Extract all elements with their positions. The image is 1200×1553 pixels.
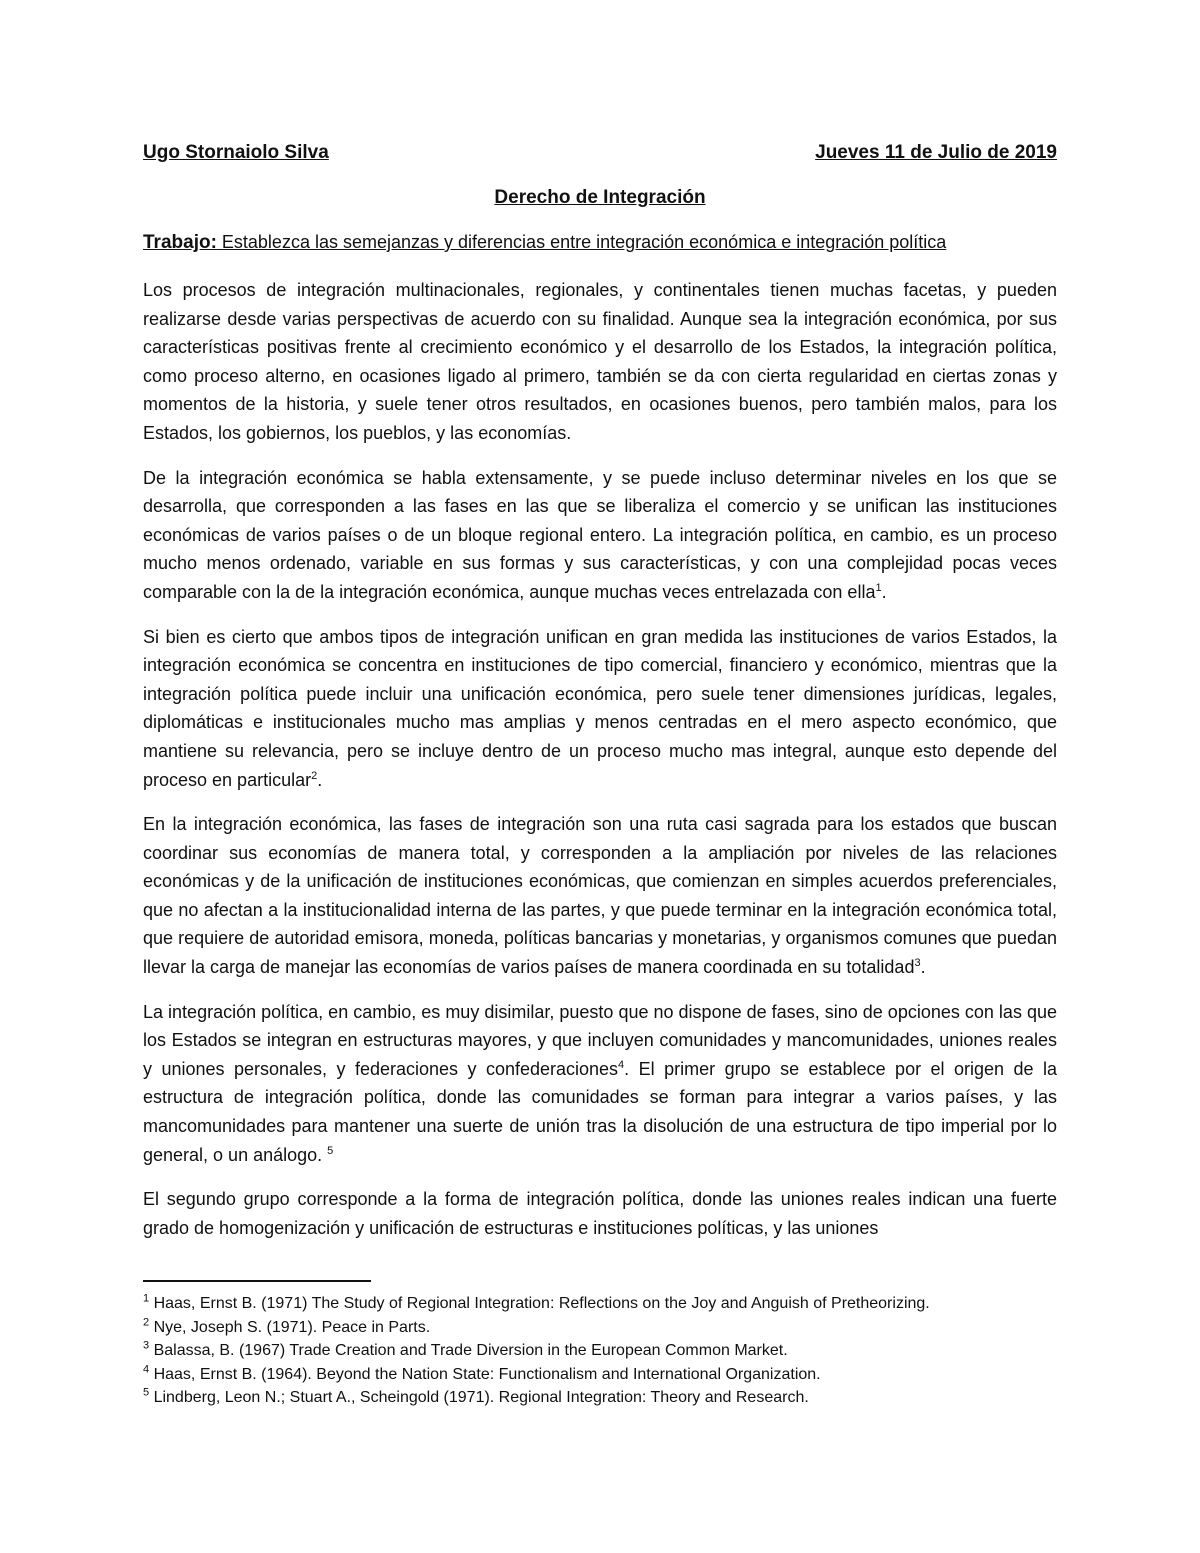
document-date: Jueves 11 de Julio de 2019 — [815, 142, 1057, 163]
paragraph-tail: . — [317, 769, 323, 790]
footnote-text: Balassa, B. (1967) Trade Creation and Trade Diversion in the European Common Market. — [149, 1342, 788, 1359]
paragraph-4 — [143, 810, 1057, 982]
footnote-ref-5[interactable]: 5 — [327, 1144, 334, 1157]
footnote-text: Haas, Ernst B. (1964). Beyond the Nation State: Functionalism and International Organization. — [149, 1365, 821, 1383]
footnote-text: Nye, Joseph S. (1971). Peace in Parts. — [149, 1318, 431, 1336]
author-name: Ugo Stornaiolo Silva — [143, 142, 329, 163]
footnote-5 — [143, 1386, 1057, 1410]
footnote-number: 5 — [143, 1386, 150, 1399]
assignment-text: Establezca las semejanzas y diferencias entre integración económica e integración política — [216, 232, 947, 252]
paragraph-3 — [143, 623, 1057, 795]
footnote-ref-3[interactable]: 3 — [914, 957, 921, 970]
footnote-number: 2 — [143, 1316, 150, 1329]
footnote-separator — [143, 1280, 371, 1282]
footnote-3 — [143, 1339, 1057, 1363]
paragraph-6 — [143, 1185, 1057, 1242]
paragraph-text: El segundo grupo corresponde a la forma de integración política, donde las uniones reales indican una fuerte grado de homogenización y unificación de estructuras e instituciones políticas, y las uniones — [143, 1189, 1057, 1238]
footnote-number: 4 — [143, 1363, 150, 1376]
paragraph-tail: . El primer grupo se establece por el origen de la estructura de integración política, donde las comunidades se forman para integrar a varios países, y las mancomunidades para mantener una suerte de unión tras la disolución de una estructura de tipo imperial por lo general, o un análogo. — [143, 1058, 1057, 1165]
document-page — [143, 0, 1057, 1553]
paragraph-5 — [143, 998, 1057, 1170]
paragraph-tail: . — [881, 581, 887, 602]
document-title: Derecho de Integración — [494, 187, 706, 208]
paragraph-text: En la integración económica, las fases de integración son una ruta casi sagrada para los estados que buscan coordinar sus economías de manera total, y corresponden a la ampliación por niveles de las relaciones económicas y de la unificación de instituciones económicas, que comienzan en simples acuerdos preferenciales, que no afectan a la institucionalidad interna de las partes, y que puede terminar en la integración económica total, que requiere de autoridad emisora, moneda, políticas bancarias y monetarias, y organismos comunes que puedan llevar la carga de manejar las economías de varios países de manera coordinada en su totalidad — [143, 814, 1057, 978]
paragraph-2 — [143, 464, 1057, 607]
paragraph-text: Si bien es cierto que ambos tipos de integración unifican en gran medida las instituciones de varios Estados, la integración económica se concentra en instituciones de tipo comercial, financiero y económico, mientras que la integración política puede incluir una unificación económica, pero suele tener dimensiones jurídicas, legales, diplomáticas e institucionales mucho mas amplias y menos centradas en el mero aspecto económico, que mantiene su relevancia, pero se incluye dentro de un proceso mucho mas integral, aunque esto depende del proceso en particular — [143, 626, 1057, 790]
paragraph-text: La integración política, en cambio, es muy disimilar, puesto que no dispone de fases, sino de opciones con las que los Estados se integran en estructuras mayores, y que incluyen comunidades y mancomunidades, uniones reales y uniones personales, y federaciones y confederaciones — [143, 1001, 1057, 1079]
paragraph-tail: . — [920, 957, 926, 978]
footnote-ref-2[interactable]: 2 — [311, 769, 318, 782]
footnote-4 — [143, 1363, 1057, 1387]
paragraph-1 — [143, 276, 1057, 448]
footnote-ref-1[interactable]: 1 — [875, 581, 882, 594]
footnote-number: 3 — [143, 1339, 150, 1352]
footnote-text: Lindberg, Leon N.; Stuart A., Scheingold (1971). Regional Integration: Theory and Research. — [149, 1389, 809, 1406]
footnotes — [143, 1292, 1057, 1410]
document-header — [143, 142, 1057, 164]
body-text — [143, 276, 1057, 1258]
assignment-label: Trabajo: — [143, 232, 217, 253]
footnote-2 — [143, 1316, 1057, 1340]
footnote-ref-4[interactable]: 4 — [618, 1058, 625, 1071]
paragraph-text: De la integración económica se habla extensamente, y se puede incluso determinar niveles en los que se desarrolla, que corresponden a las fases en las que se liberaliza el comercio y se unifican las instituciones económicas de varios países o de un bloque regional entero. La integración política, en cambio, es un proceso mucho menos ordenado, variable en sus formas y sus características, y con una complejidad pocas veces comparable con la de la integración económica, aunque muchas veces entrelazada con ella — [143, 467, 1057, 602]
assignment-statement — [143, 232, 1057, 254]
footnote-number: 1 — [143, 1292, 150, 1305]
paragraph-text: Los procesos de integración multinacionales, regionales, y continentales tienen muchas facetas, y pueden realizarse desde varias perspectivas de acuerdo con su finalidad. Aunque sea la integración económica, por sus características positivas frente al crecimiento económico y el desarrollo de los Estados, la integración política, como proceso alterno, en ocasiones ligado al primero, también se da con cierta regularidad en ciertas zonas y momentos de la historia, y suele tener otros resultados, en ocasiones buenos, pero también malos, para los Estados, los gobiernos, los pueblos, y las economías. — [143, 280, 1057, 443]
footnote-text: Haas, Ernst B. (1971) The Study of Regional Integration: Reflections on the Joy and Anguish of Pretheorizing. — [149, 1295, 930, 1312]
footnote-1 — [143, 1292, 1057, 1316]
